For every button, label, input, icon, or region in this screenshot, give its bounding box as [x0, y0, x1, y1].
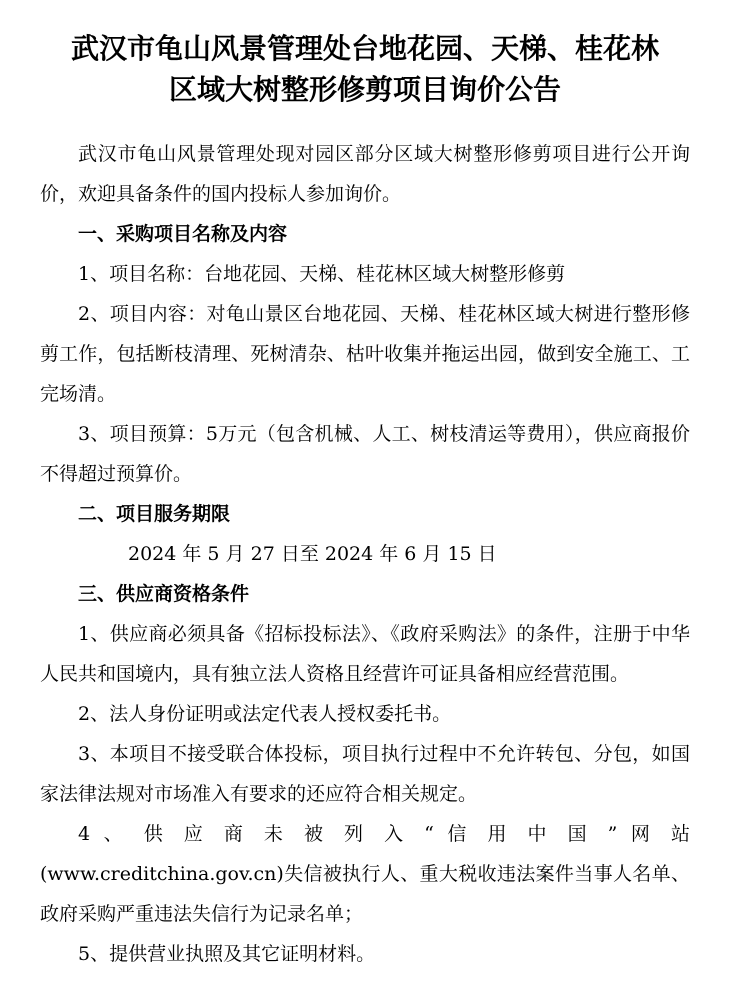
- section-3-item-5: 5、提供营业执照及其它证明材料。: [78, 943, 376, 965]
- section-2-heading: 二、项目服务期限: [78, 503, 231, 525]
- service-period: 2024 年 5 月 27 日至 2024 年 6 月 15 日: [128, 543, 497, 565]
- section-3-item-1: 1、供应商必须具备《招标投标法》、《政府采购法》的条件，注册于中华人民共和国境内，具有独立法人资格且经营许可证具备相应经营范围。: [40, 623, 690, 685]
- document-body: [40, 134, 690, 974]
- section-3-item-4: 4 、 供 应 商 未 被 列 入 “ 信 用 中 国 ” 网 站 (www.creditchina.gov.cn)失信被执行人、重大税收违法案件当事人名单、政府采购严重违法失信行为记录名单；: [40, 823, 690, 925]
- section-3-item-2: 2、法人身份证明或法定代表人授权委托书。: [78, 703, 452, 725]
- title-line-1: 武汉市龟山风景管理处台地花园、天梯、桂花林: [70, 32, 659, 65]
- section-3-heading: 三、供应商资格条件: [78, 583, 250, 605]
- document-title: [20, 28, 710, 110]
- section-3-item-3: 3、本项目不接受联合体投标，项目执行过程中不允许转包、分包，如国家法律法规对市场准入有要求的还应符合相关规定。: [40, 743, 690, 805]
- section-1-heading: 一、采购项目名称及内容: [78, 223, 288, 245]
- title-line-2: 区域大树整形修剪项目询价公告: [168, 73, 561, 106]
- section-1-item-2: 2、项目内容：对龟山景区台地花园、天梯、桂花林区域大树进行整形修剪工作，包括断枝清理、死树清杂、枯叶收集并拖运出园，做到安全施工、工完场清。: [40, 303, 690, 405]
- intro-paragraph: 武汉市龟山风景管理处现对园区部分区域大树整形修剪项目进行公开询价，欢迎具备条件的国内投标人参加询价。: [40, 143, 690, 205]
- section-1-item-1: 1、项目名称：台地花园、天梯、桂花林区域大树整形修剪: [78, 263, 566, 285]
- section-1-item-3: 3、项目预算：5万元（包含机械、人工、树枝清运等费用），供应商报价不得超过预算价。: [40, 423, 690, 485]
